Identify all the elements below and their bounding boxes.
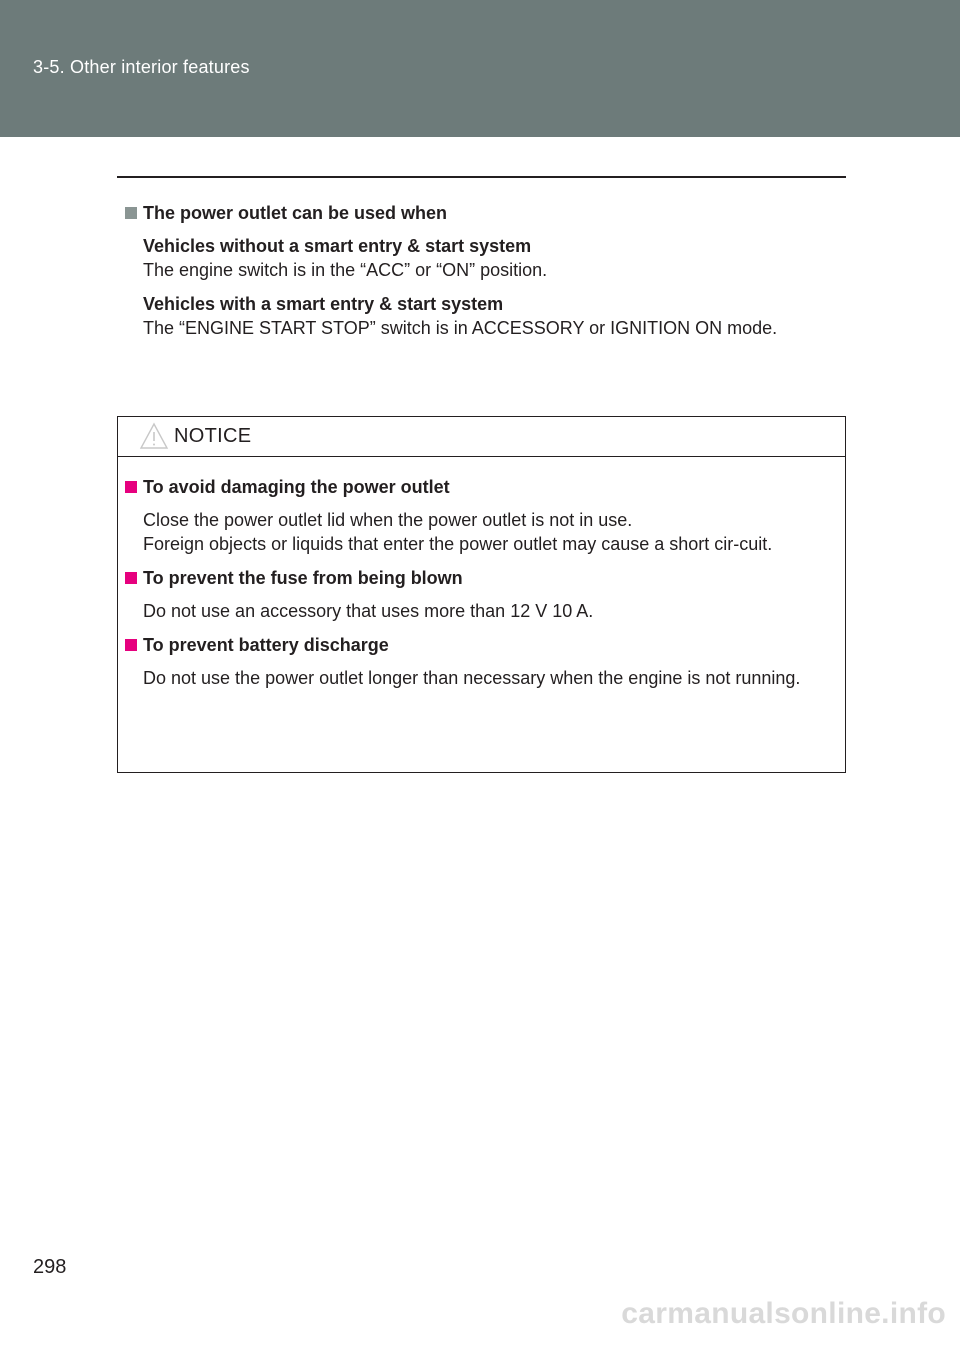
notice-line: Do not use the power outlet longer than necessary when the engine is not running. (143, 668, 801, 688)
notice-section-heading (125, 474, 837, 500)
intro-item-subheading: Vehicles without a smart entry & start system (143, 236, 532, 256)
notice-title: NOTICE (174, 425, 252, 447)
intro-item-subheading: Vehicles with a smart entry & start system (143, 294, 504, 314)
notice-section (125, 565, 837, 623)
watermark: carmanualsonline.info (621, 1297, 946, 1330)
intro-item (125, 234, 840, 282)
notice-heading-text: To prevent battery discharge (143, 635, 389, 655)
notice-box (117, 416, 846, 773)
notice-section-text (125, 508, 837, 556)
intro-heading-text: The power outlet can be used when (143, 203, 448, 223)
notice-line: Foreign objects or liquids that enter the power outlet may cause a short cir-cuit. (143, 534, 773, 554)
intro-item-text: The “ENGINE START STOP” switch is in ACCESSORY or IGNITION ON mode. (143, 318, 778, 338)
section-title: 3-5. Other interior features (33, 57, 250, 77)
notice-section (125, 474, 837, 556)
intro-item (125, 292, 840, 340)
notice-section-text (125, 666, 837, 690)
notice-heading-text: To avoid damaging the power outlet (143, 477, 450, 497)
notice-section (125, 632, 837, 690)
header-band (0, 0, 960, 137)
square-bullet-icon (125, 481, 137, 493)
notice-heading-text: To prevent the fuse from being blown (143, 568, 463, 588)
warning-triangle-icon (139, 421, 169, 451)
notice-header (118, 417, 845, 457)
intro-section (125, 200, 840, 340)
notice-section-text (125, 599, 837, 623)
page-number: 298 (33, 1256, 67, 1278)
square-bullet-icon (125, 207, 137, 219)
intro-item-text: The engine switch is in the “ACC” or “ON” position. (143, 260, 548, 280)
notice-body (118, 457, 845, 690)
notice-line: Do not use an accessory that uses more than 12 V 10 A. (143, 601, 594, 621)
notice-line: Close the power outlet lid when the power outlet is not in use. (143, 510, 633, 530)
square-bullet-icon (125, 639, 137, 651)
divider-rule (117, 176, 846, 178)
notice-section-heading (125, 565, 837, 591)
notice-section-heading (125, 632, 837, 658)
intro-heading (125, 200, 840, 226)
square-bullet-icon (125, 572, 137, 584)
